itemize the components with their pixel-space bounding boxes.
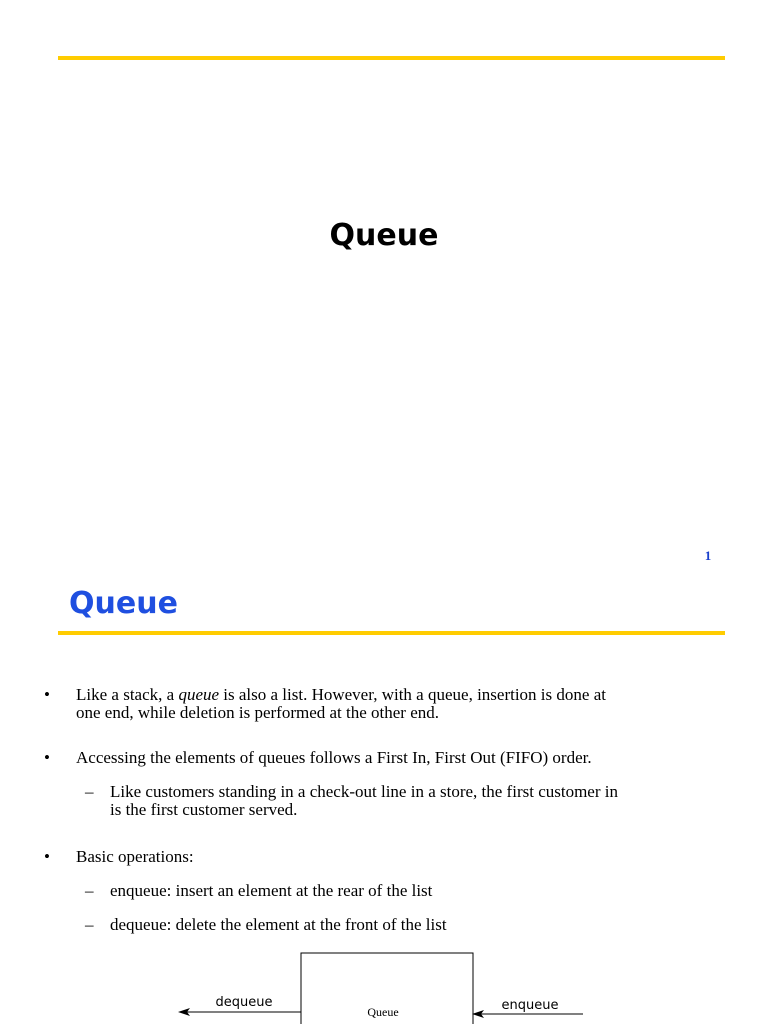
dash-marker: –	[85, 915, 94, 934]
queue-box-label: Queue	[367, 1005, 399, 1019]
bullet-text: Basic operations:	[76, 847, 194, 866]
enqueue-label: enqueue	[501, 998, 559, 1013]
bullet-text: Accessing the elements of queues follows a First In, First Out (FIFO) order.	[76, 748, 592, 767]
slide-title: Queue	[329, 218, 439, 253]
bullet-marker: •	[44, 685, 50, 704]
dash-marker: –	[85, 881, 94, 900]
dash-marker: –	[85, 782, 94, 801]
bullet1-emphasis: queue	[178, 685, 220, 704]
page-number: 1	[704, 548, 712, 563]
slide-heading: Queue	[69, 586, 178, 621]
dequeue-label: dequeue	[215, 995, 273, 1010]
bullet1-text-after: is also a list. However, with a queue, insertion is done at	[219, 685, 606, 704]
content-slide	[0, 578, 768, 1024]
bullet1-line2: one end, while deletion is performed at the other end.	[76, 703, 440, 722]
queue-diagram	[0, 578, 768, 1024]
top-rule	[58, 56, 725, 60]
bullet-marker: •	[44, 847, 50, 866]
sub-bullet-text: dequeue: delete the element at the front of the list	[110, 915, 447, 934]
sub-bullet-text: enqueue: insert an element at the rear of the list	[110, 881, 433, 900]
sub1-line1: Like customers standing in a check-out line in a store, the first customer in	[110, 782, 618, 801]
bullet-marker: •	[44, 748, 50, 767]
bullet1-text-before: Like a stack, a	[76, 685, 179, 704]
sub1-line2: is the first customer served.	[110, 800, 298, 819]
